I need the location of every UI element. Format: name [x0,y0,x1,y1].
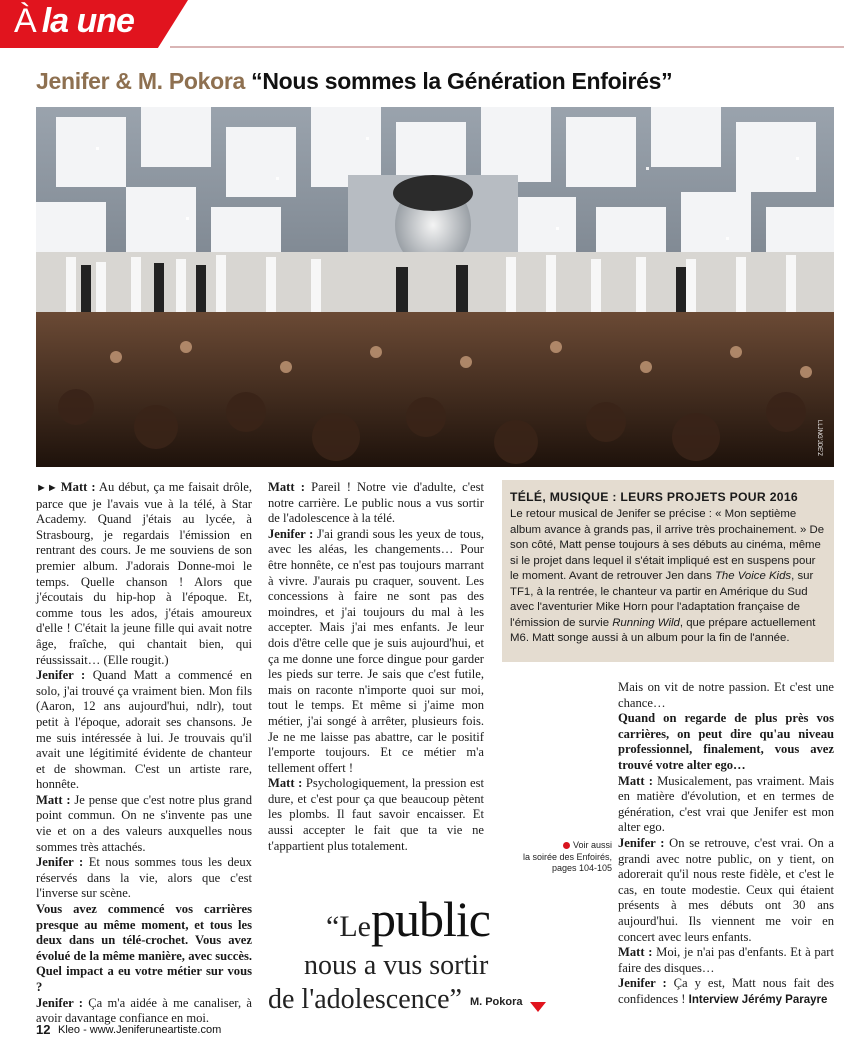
headline [36,68,672,95]
rubric-label [14,2,134,41]
sidebar-show-title: The Voice Kids [714,570,792,582]
speaker: Jenifer : [36,995,83,1010]
paragraph-text: Ça m'a aidée à me canaliser, à avoir davantage confiance en moi. [36,995,252,1026]
interview-question: Quand on regarde de plus près vos carrières, on peut dire qu'au niveau professionnel, finalement, vous avez trouvé votre alter ego… [618,711,834,772]
interview-credit: Interview Jérémy Parayre [688,993,828,1006]
sidebar-title: TÉLÉ, MUSIQUE : LEURS PROJETS POUR 2016 [510,490,799,504]
paragraph: Mais on vit de notre passion. Et c'est une chance… [618,680,834,710]
paragraph [36,996,252,1027]
paragraph-text: Ça y est, Matt nous fait des confidences ! [618,976,834,1006]
headline-quote: “Nous sommes la Génération Enfoirés” [251,68,673,94]
sidebar-body [510,507,826,647]
paragraph [268,527,484,777]
speaker: Matt : [268,480,305,494]
paragraph-text: Je pense que c'est notre plus grand point commun. On ne s'invente pas une vie et on a des valeurs auxquelles nous sommes très attachés. [36,792,252,854]
paragraph-text: Quand Matt a commencé en solo, j'ai trouvé ça vraiment bien. Mon fils (Aaron, 12 ans aujourd'hui, ndlr), tout petit à l'époque, adorait ses chansons. Je me suis intéressée à lui. Je trouvais qu'il avait une légitimité évidente de chanteur et de showman. C'est un artiste rare, honnête. [36,668,252,792]
article-column-2 [268,480,484,854]
speaker: Matt : [36,792,71,807]
speaker: Matt : [618,945,653,960]
pull-quote-line-2: nous a vus sortir [304,950,489,981]
paragraph [618,945,834,976]
footer-source: Kleo - www.Jeniferuneartiste.com [58,1024,222,1036]
speaker: Jenifer : [36,855,84,870]
paragraph [268,480,484,527]
paragraph [618,774,834,836]
paragraph [36,480,252,668]
sidebar-show-title: Running Wild [612,616,680,629]
see-also-line: la soirée des Enfoirés, [522,851,612,862]
pull-quote-pointer-icon [530,1002,546,1012]
paragraph-text: Psychologiquement, la pression est dure, et c'est pour ça que beaucoup pètent les plombs. Il faut savoir encaisser. Et aussi accepter le fait que ta vie ne t'appartient plus totalement. [268,776,484,853]
speaker: Matt : [60,480,96,494]
pull-quote-line-1 [326,890,490,948]
pull-quote-text: de l'adolescence [268,984,450,1015]
speaker: Jenifer : [618,835,665,850]
paragraph-text: Au début, ça me faisait drôle, parce que je l'avais vue à la télé, à Star Academy. Quand j'étais au lycée, à Strasbourg, je regardais l'émission en rentrant des cours. Je me souviens de son premier album. J'adorais Donne-moi le temps. Quelle chanson ! Alors que j'écoutais du hip-hop à l'époque. Et, comme tous les ados, j'étais amoureux d'elle ! C'était la jeune fille qui avait notre âge, fraîche, qui chantait bien, qui réussissait… (Elle rougit.) [36,480,252,667]
close-quote: ” [449,984,462,1015]
paragraph-text: Musicalement, pas vraiment. Mais en matière d'évolution, et en termes de génération, c'est vrai que Jenifer est mon alter ego. [618,773,834,835]
speaker: Jenifer : [618,976,667,991]
headline-names: Jenifer & M. Pokora [36,68,246,94]
paragraph-text: Moi, je n'ai pas d'enfants. Et à part faire des disques… [618,945,834,975]
pull-quote [268,890,608,1020]
paragraph [36,668,252,793]
speaker: Jenifer : [36,668,86,683]
photo-credit: LLJNG'JDE'Z [816,420,822,456]
bullet-dot-icon [563,842,570,849]
paragraph-text: Pareil ! Notre vie d'adulte, c'est notre carrière. Le public nous a vus sortir de l'adolescence à la télé. [268,480,484,526]
open-quote: “ [326,910,340,943]
pull-quote-le: Le [339,910,371,943]
speaker: Jenifer : [268,526,314,541]
see-also-line: Voir aussi [572,840,612,850]
interview-question: Vous avez commencé vos carrières presque au même moment, et tous les deux dans un télé-crochet. Vous avez évolué de la même manière, avec succès. Quel impact a eu votre métier sur vous ? [36,902,252,994]
sidebar-text: , sur TF1, à la rentrée, le chanteur va partir en Amérique du Sud avec l'aventurier Mike Horn pour l'adaptation française de l'émission de survie [510,570,814,629]
paragraph [36,793,252,855]
rubric-a: À [14,2,36,40]
see-also-line: pages 104-105 [551,863,612,873]
speaker: Matt : [268,776,303,791]
pull-quote-author: M. Pokora [469,995,523,1008]
paragraph [618,836,834,945]
see-also-note [500,840,612,875]
pull-quote-emphasis: public [370,891,490,947]
article-column-1 [36,480,252,1027]
speaker: Matt : [618,773,653,788]
paragraph [268,776,484,854]
paragraph-text: J'ai grandi sous les yeux de tous, avec les aléas, les changements… Pour être honnête, ce n'est pas toujours marrant à vivre. J'aurais pu craquer, souvent. Les concessions à faire ne sont pas des moindres, et j'ai toujours du mal à les accepter. Mais j'ai mes enfants. Je leur dois d'être celle que je suis aujourd'hui, et ça me donne une force dingue pour garder les pieds sur terre. Je sais que c'est futile, mais on raconte n'importe quoi sur moi, tout le temps. Et même si j'aime mon métier, j'ai songé à arrêter, plusieurs fois. Je ne me laisse pas abattre, car le positif l'emporte toujours. Et ce métier m'a tellement offert ! [268,526,484,775]
sidebar-text: , que prépare actuellement M6. Matt songe aussi à un album pour la fin de l'année. [510,616,816,644]
article-column-3 [618,680,834,1008]
paragraph [618,976,834,1008]
paragraph-text: On se retrouve, c'est vrai. On a grandi avec notre public, on y tient, on adorerait qu'il nous reste fidèle, et c'est le cas, en toute modestie. Ceux qui étaient présents à mes débuts ont 30 ans aujourd'hui. Ils viennent me voir en concert avec leurs enfants. [618,835,834,944]
paragraph-text: Et nous sommes tous les deux réservés dans la vie, alors que c'est l'inverse sur scène. [36,855,252,901]
paragraph [36,855,252,902]
concert-photo-image [36,107,834,467]
sidebar-text: Le retour musical de Jenifer se précise : « Mon septième album avance à grands pas, il arrive très prochainement. » De son côté, Matt pense toujours à ses débuts au cinéma, même si le projet dans lequel il s'était impliqué est en suspens pour le moment. Avant de retrouver Jen dans [510,508,825,582]
top-rule [170,46,844,48]
rubric-b: la une [41,2,134,40]
arrow-icon: ►► [36,482,58,494]
projects-sidebar [502,480,834,662]
page-number: 12 [36,1022,51,1037]
concert-photo [36,107,834,467]
pull-quote-line-3 [268,984,523,1016]
